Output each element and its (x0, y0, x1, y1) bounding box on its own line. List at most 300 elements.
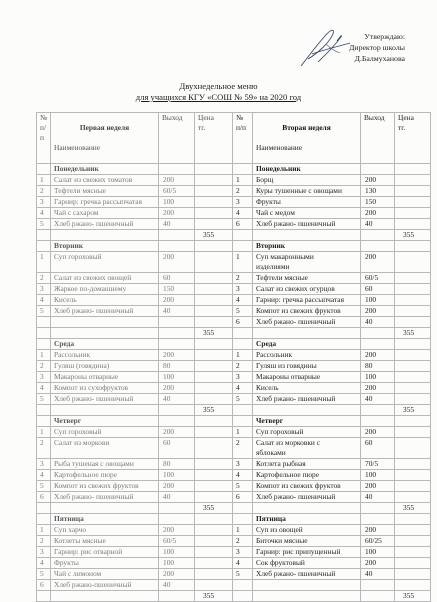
week1-item-price (195, 273, 233, 284)
week2-item-output: 80 (361, 361, 395, 372)
title-subtitle: для учащихся КГУ «СОШ № 59» на 2020 год (135, 92, 302, 102)
week1-item-output: 60 (159, 273, 195, 284)
week2-item-price (395, 350, 431, 361)
menu-row (37, 481, 431, 492)
week2-item-name: Гарнир: гречка рассыпчатая (253, 295, 361, 306)
menu-row (37, 459, 431, 470)
week2-item-price (395, 219, 431, 230)
week1-day-total: 355 (195, 503, 233, 514)
week2-day-name: Вторник (253, 241, 361, 252)
empty-cell (159, 339, 195, 350)
menu-row (37, 569, 431, 580)
week1-item-price (195, 361, 233, 372)
empty-cell (395, 514, 431, 525)
week2-item-name: Суп макаронными изделиями (253, 252, 361, 273)
week2-item-name: Компот из свежих фруктов (253, 481, 361, 492)
week1-item-output: 200 (159, 252, 195, 273)
week2-day-total: 355 (395, 230, 431, 241)
empty-cell (37, 328, 51, 339)
empty-cell (159, 328, 195, 339)
empty-cell (51, 328, 159, 339)
week1-item-price (195, 295, 233, 306)
week1-item-price (195, 306, 233, 317)
week1-item-name: Фрукты (51, 558, 159, 569)
empty-cell (253, 230, 361, 241)
week2-item-no: 6 (233, 219, 253, 230)
week1-item-output: 150 (159, 284, 195, 295)
week1-item-name: Чай с сахаром (51, 208, 159, 219)
menu-row (37, 284, 431, 295)
week2-item-name: Картофельное пюре (253, 470, 361, 481)
empty-cell (37, 405, 51, 416)
week2-item-name: Чай с медом (253, 208, 361, 219)
empty-cell (159, 241, 195, 252)
week1-item-output: 40 (159, 394, 195, 405)
week2-item-name: Сок фруктовый (253, 558, 361, 569)
week2-title: Вторая неделя (282, 123, 331, 132)
empty-cell (159, 317, 195, 328)
week2-name-header (253, 113, 361, 164)
week1-item-no: 5 (37, 481, 51, 492)
week1-item-output: 60/5 (159, 186, 195, 197)
empty-cell (233, 328, 253, 339)
empty-cell (361, 405, 395, 416)
week1-item-price (195, 317, 233, 328)
week1-output-header: Выход (159, 113, 195, 164)
week2-name-label: Наименование (256, 143, 303, 152)
week1-item-name: Рассольник (51, 350, 159, 361)
week1-item-no: 3 (37, 197, 51, 208)
empty-cell (37, 416, 51, 427)
week1-item-price (195, 394, 233, 405)
week2-day-total: 355 (395, 328, 431, 339)
week1-item-no: 6 (37, 580, 51, 591)
week2-item-no: 2 (233, 361, 253, 372)
week2-item-output: 200 (361, 383, 395, 394)
week1-item-output: 60/5 (159, 536, 195, 547)
week1-day-total: 355 (195, 405, 233, 416)
week2-item-price (395, 284, 431, 295)
week2-item-no: 2 (233, 536, 253, 547)
empty-cell (37, 241, 51, 252)
week1-item-no: 4 (37, 383, 51, 394)
week2-item-no: 1 (233, 252, 253, 273)
week2-item-output: 100 (361, 470, 395, 481)
week1-item-output: 200 (159, 175, 195, 186)
week1-item-no: 3 (37, 372, 51, 383)
week1-item-no: 5 (37, 306, 51, 317)
week2-item-output: 200 (361, 350, 395, 361)
week2-item-output: 100 (361, 547, 395, 558)
menu-row (37, 273, 431, 284)
week1-item-output: 100 (159, 558, 195, 569)
menu-row (37, 361, 431, 372)
empty-cell (361, 164, 395, 175)
week1-day-total: 355 (195, 591, 233, 602)
week2-item-name: Борщ (253, 175, 361, 186)
menu-row (37, 470, 431, 481)
week1-item-no: 6 (37, 492, 51, 503)
week1-item-price (195, 383, 233, 394)
approver-position: Директор школы (349, 43, 405, 52)
empty-cell (51, 230, 159, 241)
week2-item-name: Макароны отварные (253, 372, 361, 383)
week1-item-output: 200 (159, 427, 195, 438)
week2-item-name: Гуляш из говядины (253, 361, 361, 372)
empty-cell (233, 416, 253, 427)
week1-day-name: Четверг (51, 416, 159, 427)
week1-day-total: 355 (195, 328, 233, 339)
week1-day-name: Среда (51, 339, 159, 350)
week2-item-output: 60 (361, 284, 395, 295)
week2-item-name: Тефтели мясные (253, 273, 361, 284)
week2-item-name: Кисель (253, 383, 361, 394)
week1-item-price (195, 525, 233, 536)
week1-item-output: 80 (159, 459, 195, 470)
week1-item-output: 100 (159, 470, 195, 481)
menu-row (37, 580, 431, 591)
week1-item-no: 2 (37, 273, 51, 284)
week1-item-name: Компот из свежих фруктов (51, 481, 159, 492)
week2-item-price (395, 295, 431, 306)
week1-item-output: 40 (159, 306, 195, 317)
week1-item-name: Котлеты мясные (51, 536, 159, 547)
week2-item-price (395, 492, 431, 503)
empty-cell (361, 514, 395, 525)
empty-cell (195, 241, 233, 252)
week1-item-no: 4 (37, 208, 51, 219)
week1-price-header: Цена тг. (195, 113, 233, 164)
week2-item-output: 200 (361, 558, 395, 569)
week1-item-no: 5 (37, 394, 51, 405)
week2-item-price (395, 427, 431, 438)
empty-cell (159, 164, 195, 175)
week1-item-no: 2 (37, 361, 51, 372)
week1-item-price (195, 350, 233, 361)
week2-item-price (395, 197, 431, 208)
empty-cell (37, 514, 51, 525)
week2-item-no: 1 (233, 427, 253, 438)
menu-table (36, 112, 431, 602)
week2-item-price (395, 361, 431, 372)
week2-item-output: 130 (361, 186, 395, 197)
week1-item-name: Суп гороховый (51, 427, 159, 438)
week1-item-name: Хлеб ржано- пшеничный (51, 492, 159, 503)
week2-day-name: Понедельник (253, 164, 361, 175)
week2-item-output: 70/5 (361, 459, 395, 470)
week1-item-output: 200 (159, 295, 195, 306)
empty-cell (233, 339, 253, 350)
empty-cell (395, 241, 431, 252)
week2-item-no: 5 (233, 394, 253, 405)
week2-item-output: 40 (361, 492, 395, 503)
week2-item-price (395, 372, 431, 383)
week1-item-name: Компот из сухофруктов (51, 383, 159, 394)
week2-item-name: Суп гороховый (253, 427, 361, 438)
empty-cell (253, 503, 361, 514)
week1-item-price (195, 569, 233, 580)
week1-no-header: № п/п (37, 113, 51, 164)
week1-item-price (195, 284, 233, 295)
week1-item-price (195, 252, 233, 273)
week1-day-total: 355 (195, 230, 233, 241)
week2-item-price (395, 525, 431, 536)
week2-item-output: 60/25 (361, 536, 395, 547)
week1-item-no: 2 (37, 438, 51, 459)
total-row (37, 405, 431, 416)
week2-item-no: 4 (233, 558, 253, 569)
week1-item-name: Хлеб ржано- пшеничный (51, 219, 159, 230)
week2-item-output: 200 (361, 525, 395, 536)
week1-item-price (195, 481, 233, 492)
week2-item-output: 40 (361, 317, 395, 328)
week2-item-no: 2 (233, 438, 253, 459)
week1-item-no: 3 (37, 284, 51, 295)
menu-row (37, 394, 431, 405)
week2-item-price (395, 317, 431, 328)
week1-item-output: 200 (159, 208, 195, 219)
week2-item-no: 6 (233, 492, 253, 503)
week2-item-name: Хлеб ржано- пшеничный (253, 569, 361, 580)
week2-item-price (395, 580, 431, 591)
week1-item-name: Картофельное пюре (51, 470, 159, 481)
week2-item-name: Фрукты (253, 197, 361, 208)
week1-item-name: Макароны отварные (51, 372, 159, 383)
week2-item-name: Компот из свежих фруктов (253, 306, 361, 317)
week1-item-no: 2 (37, 186, 51, 197)
empty-cell (195, 514, 233, 525)
empty-cell (37, 230, 51, 241)
week1-item-output: 80 (159, 361, 195, 372)
week1-item-no: 1 (37, 427, 51, 438)
week2-item-no: 3 (233, 284, 253, 295)
week1-item-name: Салат из моркови (51, 438, 159, 459)
empty-cell (361, 580, 395, 591)
menu-row (37, 317, 431, 328)
week2-item-output: 200 (361, 208, 395, 219)
empty-cell (253, 580, 361, 591)
signature-scribble (296, 24, 354, 70)
week1-item-no: 5 (37, 219, 51, 230)
week1-item-price (195, 208, 233, 219)
menu-row (37, 438, 431, 459)
week2-item-price (395, 470, 431, 481)
title-main: Двухнедельное меню (179, 81, 258, 91)
menu-row (37, 350, 431, 361)
day-row (37, 514, 431, 525)
week2-item-no: 4 (233, 470, 253, 481)
day-row (37, 164, 431, 175)
week1-item-name: Суп гороховый (51, 252, 159, 273)
week2-item-no: 4 (233, 383, 253, 394)
week2-item-price (395, 536, 431, 547)
week1-item-price (195, 558, 233, 569)
week1-item-no: 4 (37, 558, 51, 569)
week1-item-name: Хлеб ржано-пшеничный (51, 580, 159, 591)
empty-cell (159, 230, 195, 241)
week2-item-name: Суп из овощей (253, 525, 361, 536)
empty-cell (361, 230, 395, 241)
empty-cell (195, 416, 233, 427)
week1-item-name: Чай с лимоном (51, 569, 159, 580)
week1-item-output: 200 (159, 569, 195, 580)
empty-cell (233, 164, 253, 175)
week2-item-output: 200 (361, 252, 395, 273)
day-row (37, 241, 431, 252)
empty-cell (233, 514, 253, 525)
empty-cell (233, 230, 253, 241)
week2-item-price (395, 252, 431, 273)
week1-item-output: 200 (159, 525, 195, 536)
week1-item-output: 200 (159, 481, 195, 492)
menu-row (37, 295, 431, 306)
week2-item-output: 100 (361, 372, 395, 383)
empty-cell (395, 164, 431, 175)
menu-row (37, 372, 431, 383)
empty-cell (233, 503, 253, 514)
week1-item-name: Тефтели мясные (51, 186, 159, 197)
week1-item-output: 40 (159, 219, 195, 230)
week1-item-output: 200 (159, 383, 195, 394)
menu-row (37, 536, 431, 547)
week2-item-name: Хлеб ржано- пшеничный (253, 317, 361, 328)
week1-name-label: Наименование (54, 143, 101, 152)
week2-day-name: Четверг (253, 416, 361, 427)
menu-row (37, 492, 431, 503)
week2-item-output: 100 (361, 295, 395, 306)
empty-cell (159, 405, 195, 416)
week2-item-name: Биточки мясные (253, 536, 361, 547)
week1-item-no: 2 (37, 536, 51, 547)
week1-item-no: 1 (37, 175, 51, 186)
header-row (37, 113, 431, 164)
week1-item-price (195, 372, 233, 383)
week2-item-no: 6 (233, 317, 253, 328)
week1-item-no: 1 (37, 350, 51, 361)
menu-row (37, 427, 431, 438)
week1-item-price (195, 580, 233, 591)
empty-cell (37, 317, 51, 328)
week2-item-no: 2 (233, 273, 253, 284)
menu-row (37, 306, 431, 317)
week2-item-price (395, 383, 431, 394)
menu-row (37, 197, 431, 208)
week1-item-name: Гарнир: рис отварной (51, 547, 159, 558)
week2-item-output: 150 (361, 197, 395, 208)
approval-label: Утверждаю: (364, 32, 405, 41)
week2-item-no: 5 (233, 569, 253, 580)
menu-row (37, 175, 431, 186)
week2-item-price (395, 438, 431, 459)
empty-cell (159, 514, 195, 525)
week1-item-no: 4 (37, 470, 51, 481)
week1-item-name: Салат из свежих томатов (51, 175, 159, 186)
week1-item-name: Жаркое по-домашнему (51, 284, 159, 295)
total-row (37, 503, 431, 514)
week2-item-output: 40 (361, 394, 395, 405)
empty-cell (233, 405, 253, 416)
empty-cell (253, 405, 361, 416)
week1-item-price (195, 547, 233, 558)
week1-item-name: Салат из свежих овощей (51, 273, 159, 284)
day-row (37, 339, 431, 350)
week2-item-price (395, 569, 431, 580)
week1-item-price (195, 459, 233, 470)
empty-cell (159, 416, 195, 427)
week1-item-output: 40 (159, 492, 195, 503)
week2-item-no: 3 (233, 459, 253, 470)
week1-item-name: Хлеб ржано- пшеничный (51, 394, 159, 405)
approver-name: Д.Балмуханова (354, 54, 405, 63)
empty-cell (361, 241, 395, 252)
total-row (37, 328, 431, 339)
week2-no-header: № п/п (233, 113, 253, 164)
empty-cell (361, 328, 395, 339)
week2-item-no: 4 (233, 208, 253, 219)
empty-cell (51, 405, 159, 416)
week2-item-name: Хлеб ржано- пшеничный (253, 492, 361, 503)
empty-cell (37, 339, 51, 350)
week1-item-price (195, 186, 233, 197)
week1-item-output: 200 (159, 350, 195, 361)
week2-item-output: 60/5 (361, 273, 395, 284)
week2-day-total: 355 (395, 405, 431, 416)
empty-cell (395, 416, 431, 427)
week1-item-price (195, 536, 233, 547)
week1-item-price (195, 219, 233, 230)
week2-output-header: Выход (361, 113, 395, 164)
week2-item-name: Гарнир: рис припущенный (253, 547, 361, 558)
menu-row (37, 383, 431, 394)
menu-row (37, 208, 431, 219)
week2-item-price (395, 459, 431, 470)
week2-item-no: 1 (233, 175, 253, 186)
menu-row (37, 252, 431, 273)
empty-cell (361, 503, 395, 514)
week2-day-name: Пятница (253, 514, 361, 525)
week2-item-name: Хлеб ржано- пшеничный (253, 219, 361, 230)
week2-item-output: 40 (361, 219, 395, 230)
week2-item-name: Котлета рыбная (253, 459, 361, 470)
week1-item-no: 3 (37, 459, 51, 470)
week2-item-no: 1 (233, 350, 253, 361)
week2-item-output: 200 (361, 175, 395, 186)
week1-item-output: 100 (159, 547, 195, 558)
week1-item-name: Рыба тушеная с овощами (51, 459, 159, 470)
week2-item-name: Рассольник (253, 350, 361, 361)
week1-title: Первая неделя (79, 123, 130, 132)
week1-item-no: 5 (37, 569, 51, 580)
week1-item-price (195, 427, 233, 438)
empty-cell (361, 339, 395, 350)
week1-item-price (195, 175, 233, 186)
menu-row (37, 547, 431, 558)
empty-cell (395, 339, 431, 350)
week1-item-price (195, 470, 233, 481)
menu-row (37, 558, 431, 569)
week2-item-price (395, 481, 431, 492)
week2-item-name: Салат из морковки с яблоками (253, 438, 361, 459)
week1-item-output: 40 (159, 580, 195, 591)
empty-cell (37, 503, 51, 514)
empty-cell (37, 164, 51, 175)
week2-item-no: 5 (233, 481, 253, 492)
week2-item-price (395, 273, 431, 284)
week1-item-name: Гарнир: гречка рассыпчатая (51, 197, 159, 208)
week1-item-price (195, 492, 233, 503)
approval-block (349, 31, 405, 64)
week2-item-price (395, 208, 431, 219)
